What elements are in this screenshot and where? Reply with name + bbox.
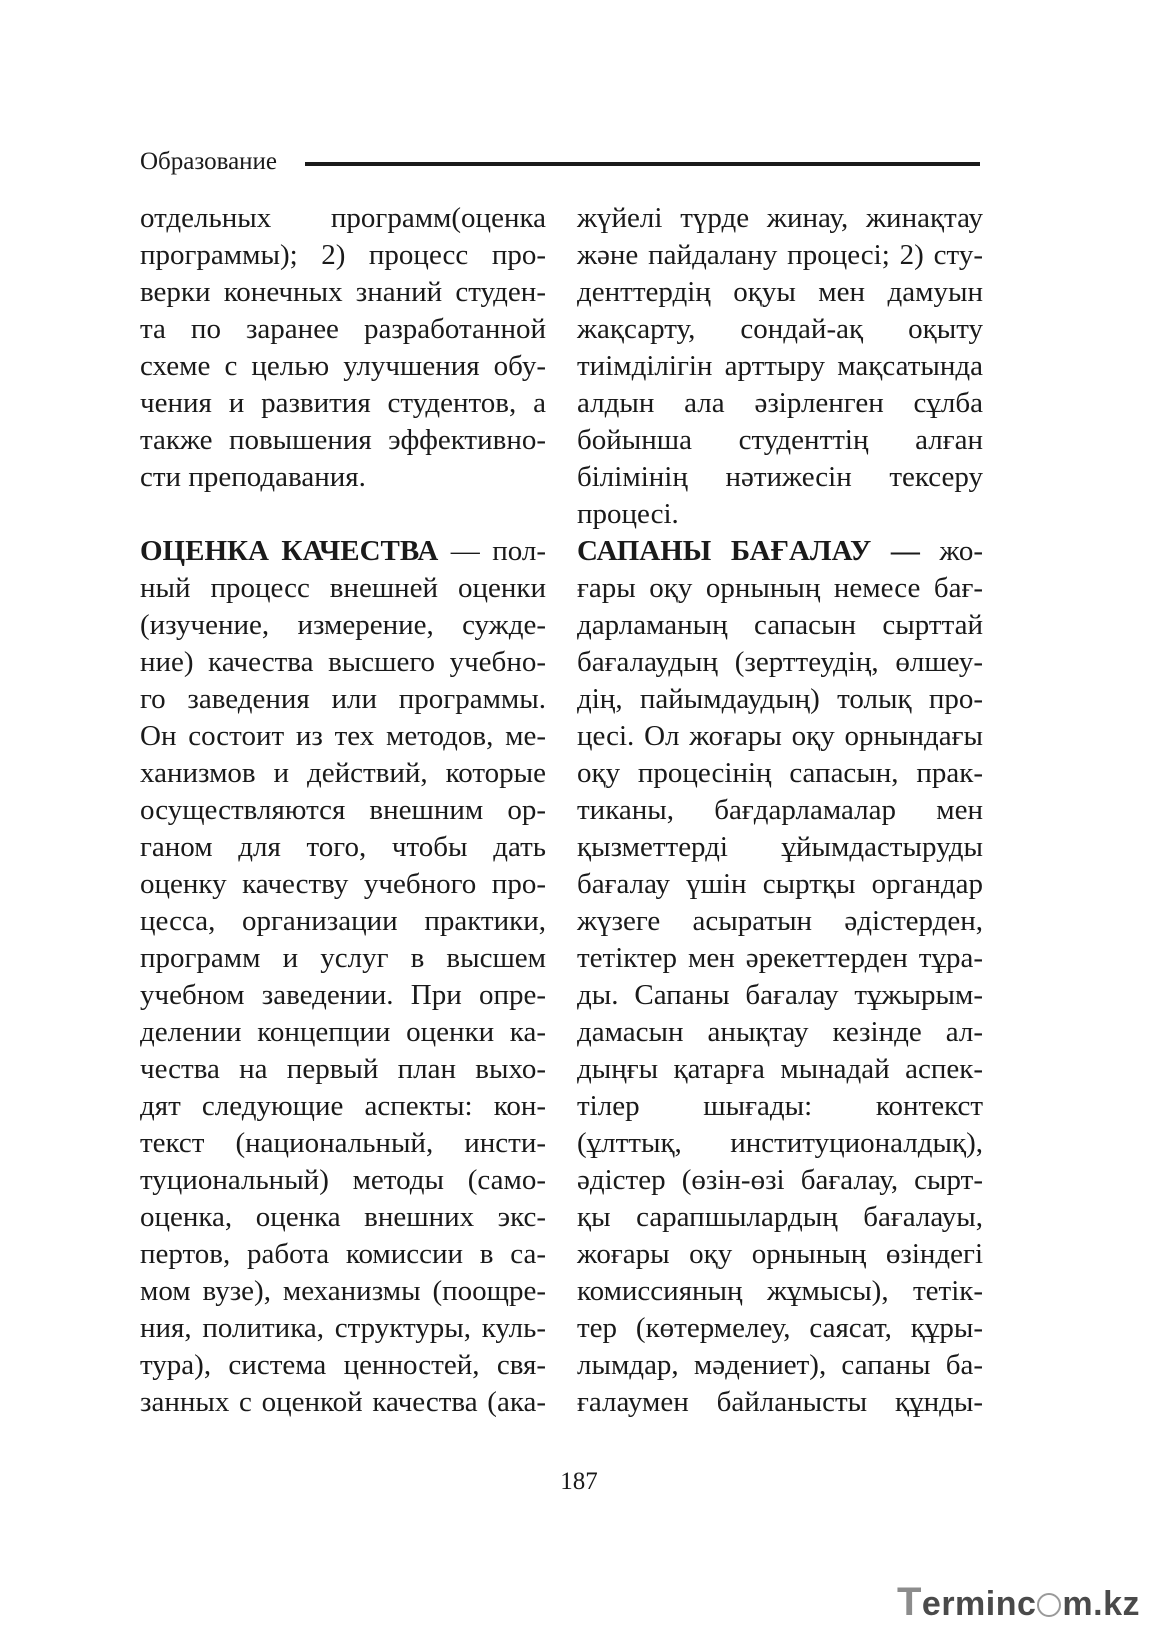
text-line: чества на первый план выхо- bbox=[140, 1053, 546, 1085]
text-line: жақсарту, сондай-ақ оқыту bbox=[577, 313, 983, 345]
text-line: лымдар, мәдениет), сапаны ба- bbox=[577, 1349, 983, 1381]
text-line: ды. Сапаны бағалау тұжырым- bbox=[577, 979, 983, 1011]
text-line: дарламаның сапасын сырттай bbox=[577, 609, 983, 641]
text-line: цесі. Ол жоғары оқу орнындағы bbox=[577, 720, 983, 752]
text-line: го заведения или программы. bbox=[140, 683, 546, 715]
text-line: процесі. bbox=[577, 498, 679, 530]
text-line: сти преподавания. bbox=[140, 461, 366, 493]
text-line: Он состоит из тех методов, ме- bbox=[140, 720, 546, 752]
text-line: та по заранее разработанной bbox=[140, 313, 546, 345]
text-line: ния, политика, структуры, куль- bbox=[140, 1312, 546, 1344]
text-line: бағалау үшін сыртқы органдар bbox=[577, 868, 983, 900]
text-line: денттердің оқуы мен дамуын bbox=[577, 276, 983, 308]
text-line: тілер шығады: контекст bbox=[577, 1090, 983, 1122]
magnifier-icon bbox=[1037, 1593, 1061, 1617]
text-line: комиссияның жұмысы), тетік- bbox=[577, 1275, 983, 1307]
text-line: ханизмов и действий, которые bbox=[140, 757, 546, 789]
text-line: ганом для того, чтобы дать bbox=[140, 831, 546, 863]
text-line: занных с оценкой качества (ака- bbox=[140, 1386, 546, 1418]
text-line: оқу процесінің сапасын, прак- bbox=[577, 757, 983, 789]
text-line: чения и развития студентов, а bbox=[140, 387, 546, 419]
running-header bbox=[140, 145, 980, 185]
text-line: алдын ала әзірленген сұлба bbox=[577, 387, 983, 419]
text-line: туциональный) методы (само- bbox=[140, 1164, 546, 1196]
left-column bbox=[140, 200, 546, 1421]
text-line: оценка, оценка внешних экс- bbox=[140, 1201, 546, 1233]
text-line: тиканы, бағдарламалар мен bbox=[577, 794, 983, 826]
text-line: тер (көтермелеу, саясат, құры- bbox=[577, 1312, 983, 1344]
watermark-text-1: erminc bbox=[921, 1585, 1037, 1623]
text-line: ный процесс внешней оценки bbox=[140, 572, 546, 604]
text-line: текст (национальный, инсти- bbox=[140, 1127, 546, 1159]
text-line: дыңғы қатарға мынадай аспек- bbox=[577, 1053, 983, 1085]
text-line: пертов, работа комиссии в са- bbox=[140, 1238, 546, 1270]
text-line: жүзеге асыратын әдістерден, bbox=[577, 905, 983, 937]
text-line: осуществляются внешним ор- bbox=[140, 794, 546, 826]
term-line bbox=[577, 533, 983, 570]
section-title: Образование bbox=[140, 148, 278, 175]
text-line: ние) качества высшего учебно- bbox=[140, 646, 546, 678]
left-paragraph-2 bbox=[140, 533, 546, 1421]
text-line: дамасын анықтау кезінде ал- bbox=[577, 1016, 983, 1048]
text-line: қызметтерді ұйымдастыруды bbox=[577, 831, 983, 863]
left-paragraph-1 bbox=[140, 200, 546, 496]
text-line: әдістер (өзін-өзі бағалау, сырт- bbox=[577, 1164, 983, 1196]
text-line: схеме с целью улучшения обу- bbox=[140, 350, 546, 382]
text-line: бойынша студенттің алған bbox=[577, 424, 983, 456]
text-line: учебном заведении. При опре- bbox=[140, 979, 546, 1011]
text-line: дят следующие аспекты: кон- bbox=[140, 1090, 546, 1122]
term-line bbox=[140, 533, 546, 570]
text-line: тетіктер мен әрекеттерден тұра- bbox=[577, 942, 983, 974]
text-line: ғары оқу орнының немесе бағ- bbox=[577, 572, 983, 604]
text-line: (изучение, измерение, сужде- bbox=[140, 609, 546, 641]
terminco-watermark-logo bbox=[897, 1580, 1140, 1625]
text-line: тиімділігін арттыру мақсатында bbox=[577, 350, 983, 382]
watermark-t: T bbox=[896, 1580, 922, 1624]
header-rule bbox=[305, 162, 980, 166]
text-line: цесса, организации практики, bbox=[140, 905, 546, 937]
text-line: делении концепции оценки ка- bbox=[140, 1016, 546, 1048]
text-line: отдельных программ(оценка bbox=[140, 202, 546, 234]
text-line: дің, пайымдаудың) толық про- bbox=[577, 683, 983, 715]
text-line: также повышения эффективно- bbox=[140, 424, 546, 456]
paragraph-gap bbox=[140, 496, 546, 533]
term-heading: САПАНЫ БАҒАЛАУ — bbox=[577, 535, 920, 567]
term-continuation: — пол- bbox=[438, 535, 546, 567]
text-line: программ и услуг в высшем bbox=[140, 942, 546, 974]
right-paragraph-1 bbox=[577, 200, 983, 533]
watermark-text-2: m.kz bbox=[1062, 1585, 1140, 1623]
text-line: ғалаумен байланысты құнды- bbox=[577, 1386, 983, 1418]
term-continuation: жо- bbox=[919, 535, 983, 567]
text-line: жоғары оқу орнының өзіндегі bbox=[577, 1238, 983, 1270]
text-line: және пайдалану процесі; 2) сту- bbox=[577, 239, 983, 271]
text-line: тура), система ценностей, свя- bbox=[140, 1349, 546, 1381]
text-line: мом вузе), механизмы (поощре- bbox=[140, 1275, 546, 1307]
text-line: бағалаудың (зерттеудің, өлшеу- bbox=[577, 646, 983, 678]
right-paragraph-2 bbox=[577, 533, 983, 1421]
right-column bbox=[577, 200, 983, 1421]
text-line: қы сарапшылардың бағалауы, bbox=[577, 1201, 983, 1233]
text-line: оценку качеству учебного про- bbox=[140, 868, 546, 900]
text-line: білімінің нәтижесін тексеру bbox=[577, 461, 983, 493]
text-line: (ұлттық, институционалдық), bbox=[577, 1127, 983, 1159]
text-line: жүйелі түрде жинау, жинақтау bbox=[577, 202, 983, 234]
text-line: программы); 2) процесс про- bbox=[140, 239, 546, 271]
term-heading: ОЦЕНКА КАЧЕСТВА bbox=[140, 535, 439, 567]
page-number: 187 bbox=[560, 1468, 598, 1495]
text-line: верки конечных знаний студен- bbox=[140, 276, 546, 308]
